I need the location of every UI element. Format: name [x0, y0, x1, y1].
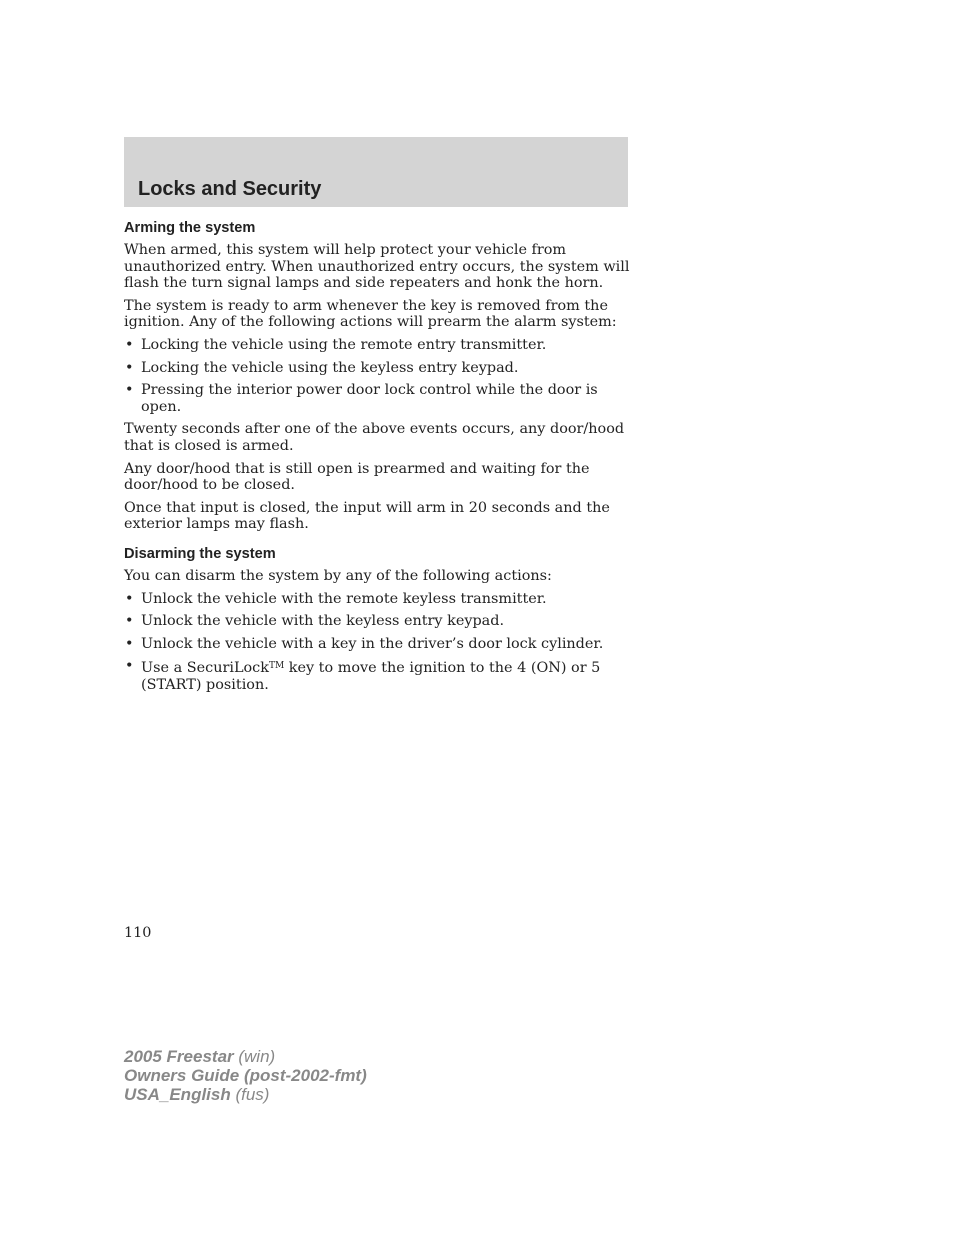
paragraph: The system is ready to arm whenever the key is removed from the ignition. Any of the following actions will prearm the alarm system: — [124, 297, 617, 331]
page-number: 110 — [124, 925, 152, 941]
footer-model-code: (win) — [233, 1047, 276, 1066]
footer-guide: Owners Guide (post-2002-fmt) — [124, 1066, 367, 1085]
bullet-text: key to move the ignition to the 4 (ON) or 5 (START) position. — [141, 660, 601, 693]
list-item: • Locking the vehicle using the remote entry transmitter. — [124, 337, 630, 354]
footer-model: 2005 Freestar — [124, 1047, 234, 1066]
list-item: • Locking the vehicle using the keyless entry keypad. — [124, 360, 630, 377]
section-title: Locks and Security — [138, 178, 322, 200]
paragraph: Any door/hood that is still open is prearmed and waiting for the door/hood to be closed. — [124, 460, 590, 494]
prearm-actions-list — [124, 337, 630, 415]
list-item — [124, 658, 630, 693]
paragraph: Twenty seconds after one of the above events occurs, any door/hood that is closed is armed. — [124, 421, 625, 454]
list-item: • Unlock the vehicle with the keyless entry keypad. — [124, 613, 630, 630]
page-content — [124, 220, 630, 699]
list-item: • Unlock the vehicle with the remote keyless transmitter. — [124, 591, 630, 608]
disarm-actions-list — [124, 591, 630, 694]
paragraph: You can disarm the system by any of the following actions: — [124, 567, 552, 584]
footer-line — [124, 1085, 367, 1104]
footer-line — [124, 1047, 367, 1066]
document-footer — [124, 1047, 367, 1104]
heading-arming: Arming the system — [124, 220, 256, 236]
paragraph: Once that input is closed, the input will arm in 20 seconds and the exterior lamps may flash. — [124, 499, 610, 533]
bullet-text: Use a SecuriLock — [141, 660, 269, 677]
footer-language: USA_English — [124, 1085, 231, 1104]
trademark-mark: TM — [268, 661, 285, 672]
section-header-band — [124, 137, 628, 207]
footer-line — [124, 1066, 367, 1085]
list-item: • Unlock the vehicle with a key in the driver’s door lock cylinder. — [124, 636, 630, 653]
paragraph: When armed, this system will help protect your vehicle from unauthorized entry. When unauthorized entry occurs, the system will flash the turn signal lamps and side repeaters and honk the horn. — [124, 242, 630, 292]
list-item: • Pressing the interior power door lock control while the door is open. — [124, 382, 630, 415]
heading-disarming: Disarming the system — [124, 545, 276, 562]
footer-language-code: (fus) — [230, 1085, 270, 1104]
